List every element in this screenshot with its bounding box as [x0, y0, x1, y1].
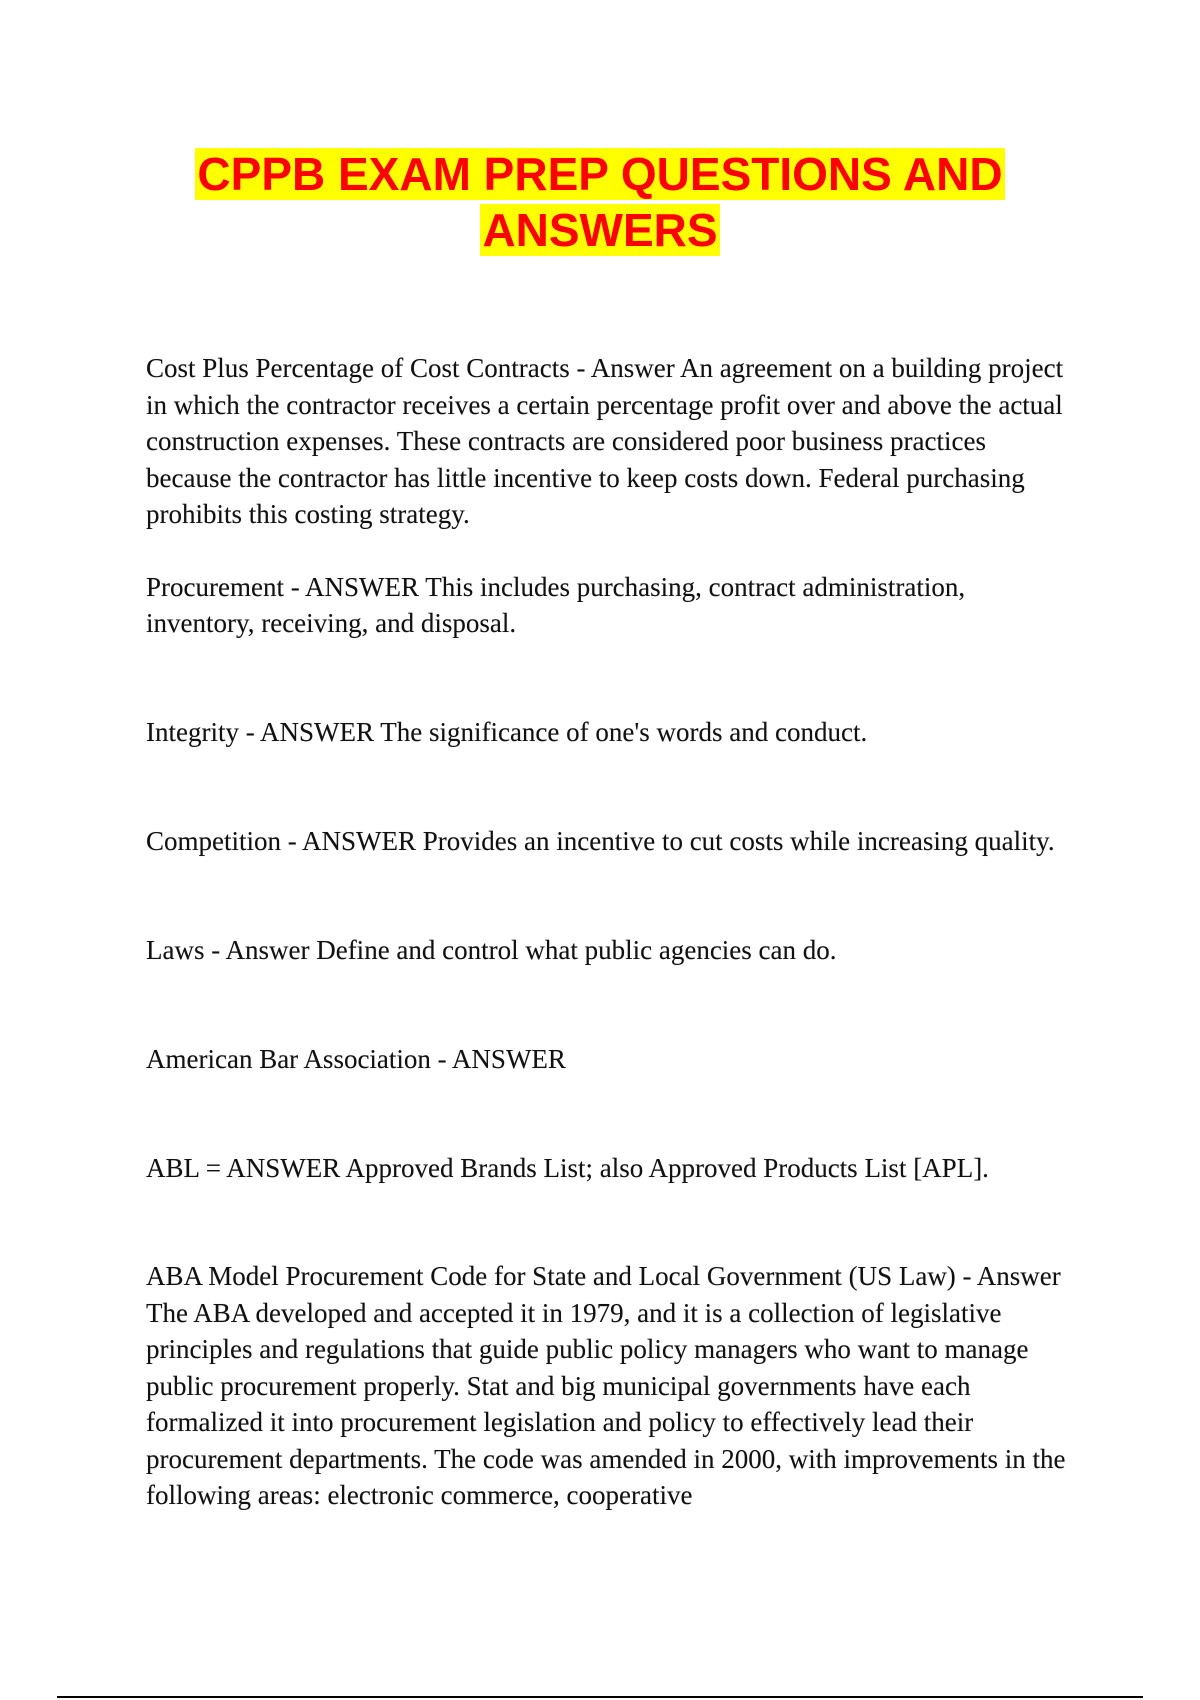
- title-line-1: CPPB EXAM PREP QUESTIONS AND: [197, 148, 1003, 200]
- qa-entry-competition: Competition - ANSWER Provides an incentive to cut costs while increasing quality.: [146, 826, 1055, 856]
- footer-rule: [57, 1696, 1143, 1698]
- qa-entry-abl: ABL = ANSWER Approved Brands List; also Approved Products List [APL].: [146, 1152, 989, 1183]
- qa-entry-aba: American Bar Association - ANSWER: [146, 1044, 566, 1074]
- title-line-2: ANSWERS: [482, 204, 718, 256]
- qa-entry-model-procurement-code: ABA Model Procurement Code for State and Local Government (US Law) - Answer The ABA developed and accepted it in 1979, and it is a collection of legislative principles and regulations that guide public policy managers who want to manage public procurement properly. Stat and big municipal governments have each formalized it into procurement legislation and policy to effectively lead their procurement departments. The code was amended in 2000, with improvements in the following areas: electronic commerce, cooperative: [146, 1261, 1066, 1510]
- qa-entry-procurement: Procurement - ANSWER This includes purchasing, contract administration, inventory, receiving, and disposal.: [146, 571, 966, 638]
- page-title: [0, 146, 1200, 258]
- qa-content: [146, 350, 1076, 1514]
- qa-entry-cost-plus: Cost Plus Percentage of Cost Contracts - Answer An agreement on a building project in which the contractor receives a certain percentage profit over and above the actual construction expenses. These contracts are considered poor business practices because the contractor has little incentive to keep costs down. Federal purchasing prohibits this costing strategy.: [146, 353, 1064, 529]
- qa-entry-laws: Laws - Answer Define and control what public agencies can do.: [146, 934, 837, 965]
- qa-entry-integrity: Integrity - ANSWER The significance of one's words and conduct.: [146, 716, 868, 747]
